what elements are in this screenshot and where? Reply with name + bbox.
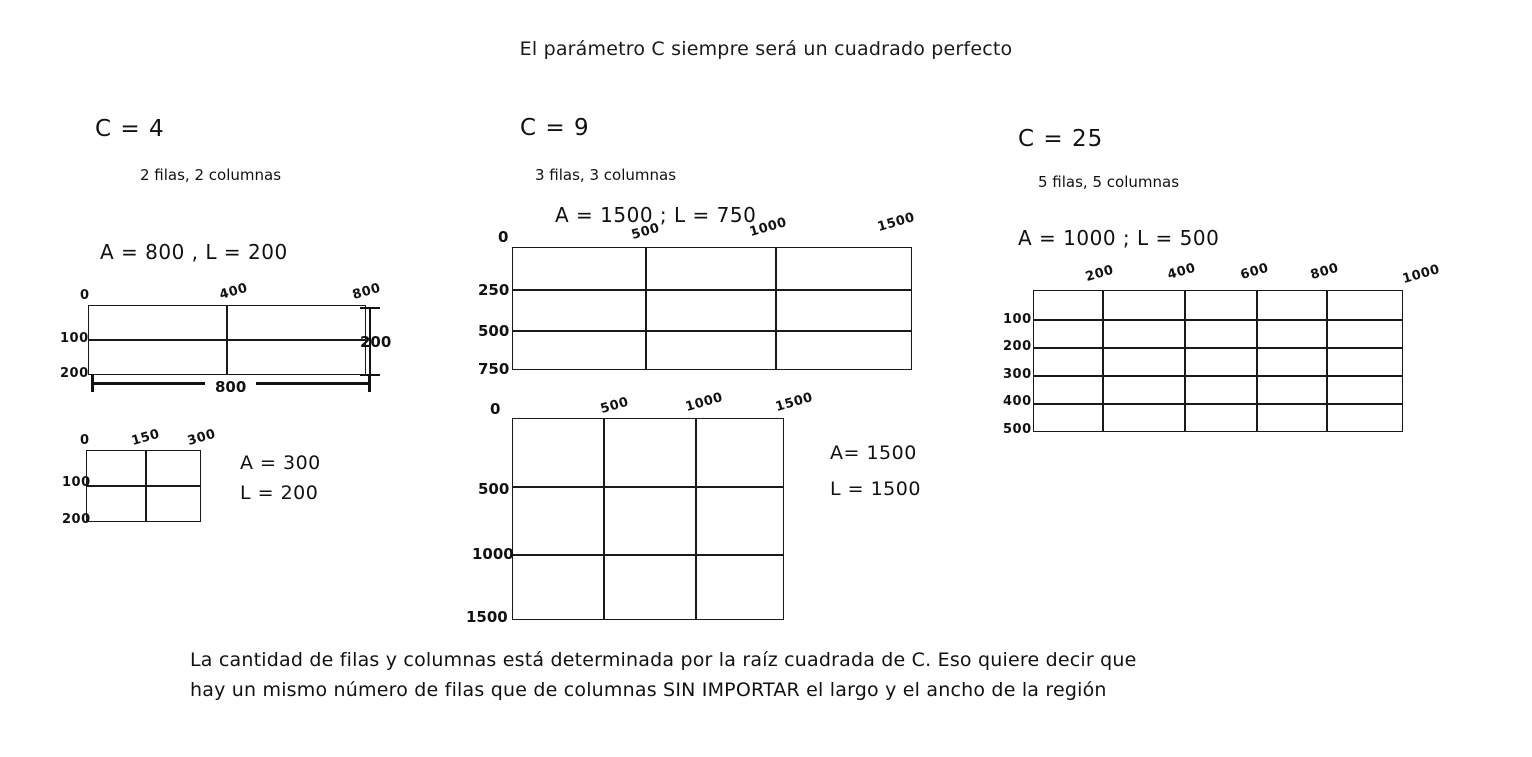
ytick-100: 100 xyxy=(62,475,91,490)
xtick-0: 0 xyxy=(498,228,509,246)
grid-vline xyxy=(1184,291,1186,431)
xtick-1000: 1000 xyxy=(747,215,789,240)
xtick-1000: 1000 xyxy=(1400,262,1442,287)
case-subtitle-c25: 5 filas, 5 columnas xyxy=(1038,173,1180,191)
xtick-500: 500 xyxy=(629,220,662,243)
xtick-800: 800 xyxy=(350,280,383,303)
case-formula-c9: A = 1500 ; L = 750 xyxy=(555,203,757,227)
region2-area-label: A= 1500 xyxy=(830,442,917,464)
case-label-c25: C = 25 xyxy=(1018,126,1104,152)
ytick-100: 100 xyxy=(60,331,89,346)
case-formula-c25: A = 1000 ; L = 500 xyxy=(1018,226,1220,250)
grid-c4-region1 xyxy=(88,305,366,375)
grid-vline xyxy=(645,248,647,369)
case-formula-c4: A = 800 , L = 200 xyxy=(100,240,288,264)
case-label-c4: C = 4 xyxy=(95,116,165,142)
grid-c9-region2 xyxy=(512,418,784,620)
xtick-1500: 1500 xyxy=(773,390,815,415)
grid-vline xyxy=(775,248,777,369)
xtick-400: 400 xyxy=(1165,260,1198,283)
region2-area-label: A = 300 xyxy=(240,452,321,474)
xtick-200: 200 xyxy=(1083,262,1116,285)
grid-hline xyxy=(87,485,200,487)
ytick-200: 200 xyxy=(1003,339,1032,354)
grid-hline xyxy=(1034,403,1402,405)
grid-c25-region1 xyxy=(1033,290,1403,432)
ytick-200: 200 xyxy=(60,366,89,381)
grid-vline xyxy=(695,419,697,619)
xtick-300: 300 xyxy=(185,426,218,449)
case-subtitle-c4: 2 filas, 2 columnas xyxy=(140,166,282,184)
ytick-1000: 1000 xyxy=(472,545,514,563)
dim-width-cap-right xyxy=(368,374,371,392)
grid-hline xyxy=(513,554,783,556)
xtick-1500: 1500 xyxy=(875,210,917,235)
dim-height-cap-top xyxy=(360,307,380,309)
footer-line-2: hay un mismo número de filas que de columnas SIN IMPORTAR el largo y el ancho de la región xyxy=(190,679,1107,701)
ytick-200: 200 xyxy=(62,512,91,527)
dim-width-label: 800 xyxy=(205,378,256,396)
xtick-1000: 1000 xyxy=(683,390,725,415)
grid-hline xyxy=(513,330,911,332)
case-label-c9: C = 9 xyxy=(520,115,590,141)
ytick-500: 500 xyxy=(478,480,510,498)
dim-height-label: 200 xyxy=(360,333,392,351)
grid-vline xyxy=(1326,291,1328,431)
xtick-0: 0 xyxy=(80,288,90,303)
xtick-800: 800 xyxy=(1308,260,1341,283)
ytick-1500: 1500 xyxy=(466,608,508,626)
region2-length-label: L = 200 xyxy=(240,482,319,504)
xtick-150: 150 xyxy=(129,426,162,449)
grid-hline xyxy=(1034,375,1402,377)
grid-vline xyxy=(1102,291,1104,431)
xtick-500: 500 xyxy=(598,394,631,417)
xtick-0: 0 xyxy=(80,433,90,448)
grid-hline xyxy=(1034,319,1402,321)
dim-width-cap-left xyxy=(91,374,94,392)
ytick-500: 500 xyxy=(1003,422,1032,437)
region2-length-label: L = 1500 xyxy=(830,478,921,500)
xtick-0: 0 xyxy=(490,400,501,418)
grid-c4-region2 xyxy=(86,450,201,522)
ytick-750: 750 xyxy=(478,360,510,378)
ytick-500: 500 xyxy=(478,322,510,340)
grid-c9-region1 xyxy=(512,247,912,370)
ytick-300: 300 xyxy=(1003,367,1032,382)
ytick-100: 100 xyxy=(1003,312,1032,327)
page-title: El parámetro C siempre será un cuadrado perfecto xyxy=(519,38,1013,60)
grid-hline xyxy=(1034,347,1402,349)
grid-hline xyxy=(513,486,783,488)
case-subtitle-c9: 3 filas, 3 columnas xyxy=(535,166,677,184)
xtick-400: 400 xyxy=(217,280,250,303)
grid-hline xyxy=(513,289,911,291)
ytick-250: 250 xyxy=(478,281,510,299)
xtick-600: 600 xyxy=(1238,260,1271,283)
footer-note xyxy=(190,645,1350,705)
grid-vline xyxy=(603,419,605,619)
ytick-400: 400 xyxy=(1003,394,1032,409)
footer-line-1: La cantidad de filas y columnas está determinada por la raíz cuadrada de C. Eso quiere decir que xyxy=(190,649,1137,671)
grid-hline xyxy=(89,339,365,341)
grid-vline xyxy=(1256,291,1258,431)
